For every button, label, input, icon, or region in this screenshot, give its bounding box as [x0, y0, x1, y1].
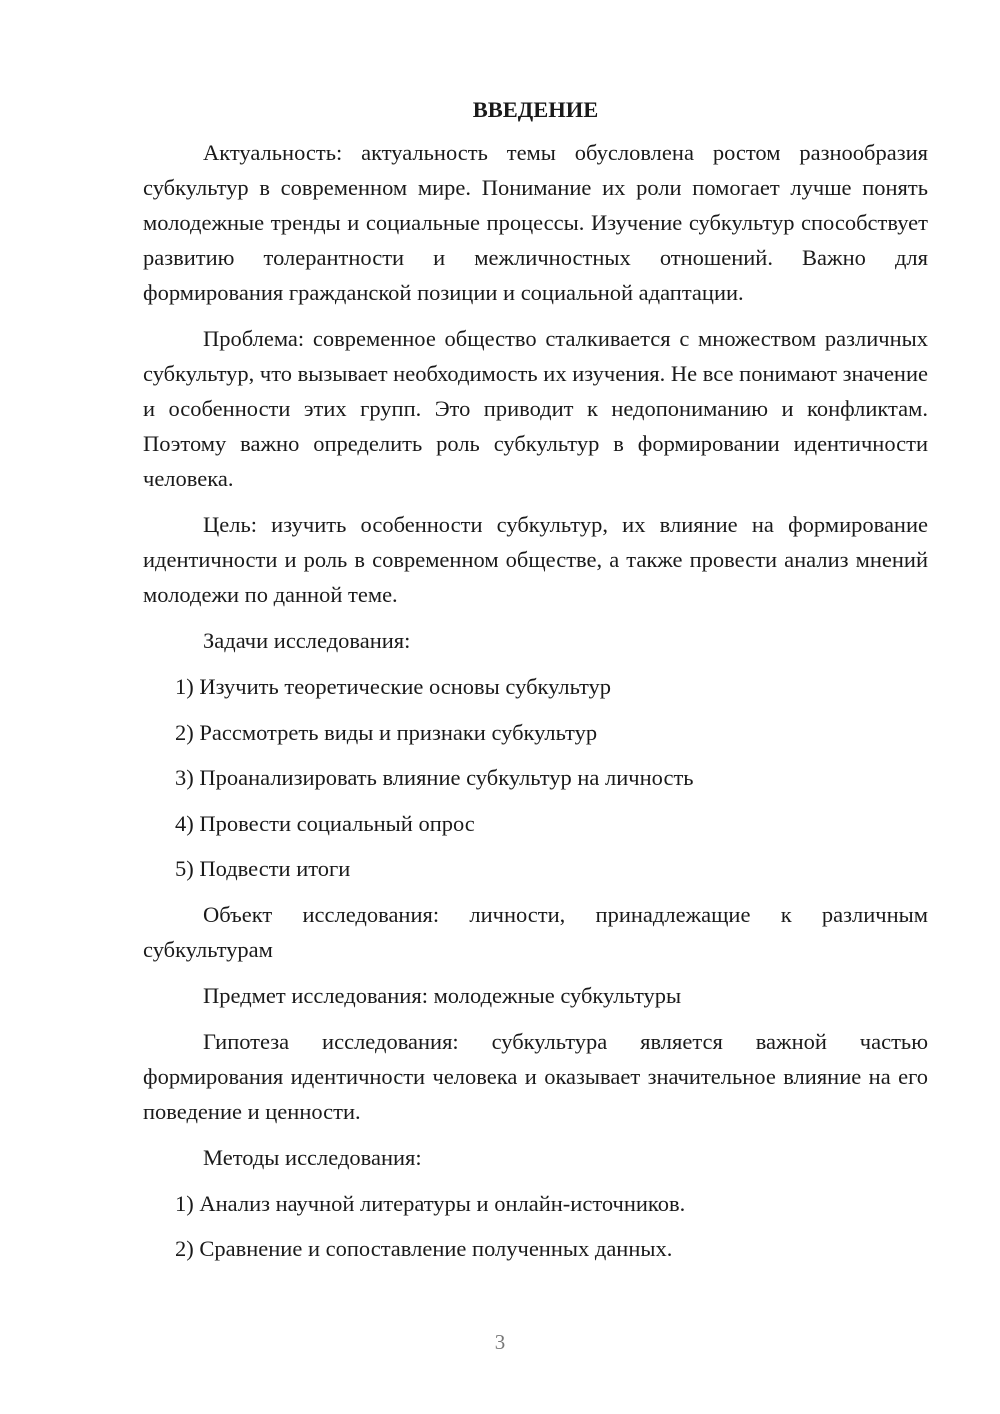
relevance-paragraph: Актуальность: актуальность темы обусловлена ростом разнообразия субкультур в современном мире. Понимание их роли помогает лучше понять молодежные тренды и социальные процессы. Изучение субкультур способствует развитию толерантности и межличностных отношений. Важно для формирования гражданской позиции и социальной адаптации. [143, 140, 928, 305]
list-item: 2) Рассмотреть виды и признаки субкультур [175, 719, 598, 745]
list-item: 4) Провести социальный опрос [175, 810, 475, 836]
list-item: 5) Подвести итоги [175, 856, 351, 881]
subject-paragraph: Предмет исследования: молодежные субкультуры [203, 982, 682, 1008]
object-paragraph: Объект исследования: личности, принадлежащие к различным субкультурам [143, 901, 928, 962]
list-item: 2) Сравнение и сопоставление полученных данных. [175, 1236, 673, 1261]
list-item: 1) Изучить теоретические основы субкультур [175, 674, 612, 699]
hypothesis-paragraph: Гипотеза исследования: субкультура является важной частью формирования идентичности человека и оказывает значительное влияние на его поведение и ценности. [143, 1028, 928, 1124]
problem-paragraph: Проблема: современное общество сталкивается с множеством различных субкультур, что вызывает необходимость их изучения. Не все понимают значение и особенности этих групп. Это приводит к недопониманию и конфликтам. Поэтому важно определить роль субкультур в формировании идентичности человека. [143, 326, 928, 491]
methods-heading: Методы исследования: [203, 1144, 422, 1170]
list-item: 1) Анализ научной литературы и онлайн-источников. [175, 1190, 686, 1216]
section-title: ВВЕДЕНИЕ [472, 97, 599, 122]
document-body [143, 92, 928, 1277]
tasks-list [143, 669, 928, 886]
goal-paragraph: Цель: изучить особенности субкультур, их влияние на формирование идентичности и роль в современном обществе, а также провести анализ мнений молодежи по данной теме. [143, 512, 928, 607]
methods-list [143, 1186, 928, 1267]
tasks-heading: Задачи исследования: [203, 628, 411, 653]
page-number: 3 [494, 1330, 506, 1354]
list-item: 3) Проанализировать влияние субкультур на личность [175, 765, 694, 790]
